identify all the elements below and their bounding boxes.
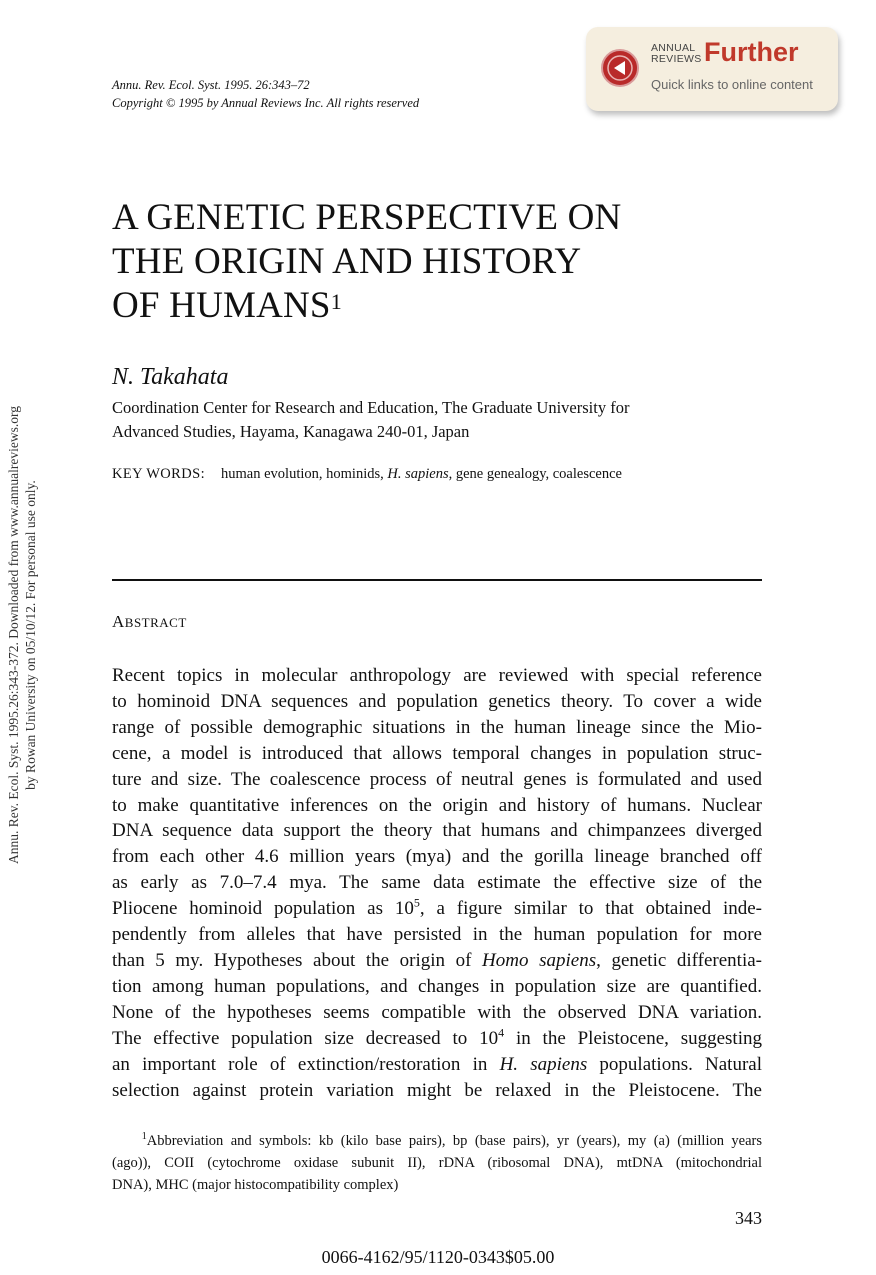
annual-reviews-wordmark bbox=[651, 43, 702, 65]
abstract-line-16-italic: H. sapiens bbox=[499, 1053, 588, 1075]
abstract-body bbox=[112, 663, 762, 1103]
abstract-line-12-italic: Homo sapiens bbox=[482, 949, 597, 971]
play-back-icon bbox=[601, 49, 639, 87]
keywords-italic: H. sapiens bbox=[387, 466, 449, 482]
abstract-line-10-a: Pliocene hominoid population as 10 bbox=[112, 898, 414, 920]
article-title bbox=[112, 196, 621, 328]
abstract-heading-rest: BSTRACT bbox=[124, 615, 187, 630]
abstract-line: Recent topics in molecular anthropology are reviewed with special reference bbox=[112, 665, 762, 686]
abstract-line-10 bbox=[112, 896, 762, 922]
abstract-line-15 bbox=[112, 1026, 762, 1052]
abstract-heading-cap: A bbox=[112, 612, 125, 631]
abstract-line-12-b: , genetic differentia- bbox=[596, 949, 762, 971]
title-footnote-mark[interactable]: 1 bbox=[330, 289, 342, 314]
article-code: 0066-4162/95/1120-0343$05.00 bbox=[321, 1247, 555, 1267]
badge-further-label: Further bbox=[704, 37, 799, 67]
affiliation-line-2: Advanced Studies, Hayama, Kanagawa 240-01, Japan bbox=[112, 422, 470, 441]
title-line-1: A GENETIC PERSPECTIVE ON bbox=[112, 197, 622, 238]
abstract-line-15-a: The effective population size decreased to 10 bbox=[112, 1027, 499, 1049]
footnote-line-1 bbox=[112, 1130, 762, 1152]
abstract-line: to hominoid DNA sequences and population genetics theory. To cover a wide bbox=[112, 690, 762, 712]
abstract-line-12 bbox=[112, 948, 762, 974]
keywords-label: KEY WORDS: bbox=[112, 466, 206, 482]
badge-reviews-label: REVIEWS bbox=[651, 53, 702, 65]
abstract-line-10-b: , a figure similar to that obtained inde- bbox=[419, 898, 762, 920]
footnote bbox=[112, 1130, 762, 1196]
abstract-line: ture and size. The coalescence process of neutral genes is formulated and used bbox=[112, 768, 762, 790]
abstract-line: to make quantitative inferences on the origin and history of humans. Nuclear bbox=[112, 794, 762, 816]
badge-annual-label: ANNUAL bbox=[651, 42, 696, 54]
keywords-part-2: , gene genealogy, coalescence bbox=[448, 466, 622, 482]
footnote-mark: 1 bbox=[141, 1131, 147, 1143]
page-number: 343 bbox=[735, 1208, 762, 1228]
abstract-line: as early as 7.0–7.4 mya. The same data estimate the effective size of the bbox=[112, 872, 762, 894]
abstract-line-16 bbox=[112, 1052, 762, 1078]
abstract-line-10-sup: 5 bbox=[413, 895, 420, 910]
footnote-line-2: (ago)), COII (cytochrome oxidase subunit II), rDNA (ribosomal DNA), mtDNA (mitochondrial bbox=[112, 1155, 762, 1171]
abstract-line-16-b: populations. Natural bbox=[587, 1053, 762, 1075]
badge-subtitle: Quick links to online content bbox=[651, 77, 813, 92]
abstract-line: pendently from alleles that have persisted in the human population for more bbox=[112, 924, 762, 946]
abstract-line-15-b: in the Pleistocene, suggesting bbox=[504, 1027, 762, 1049]
abstract-line: selection against protein variation might be relaxed in the Pleistocene. The bbox=[112, 1079, 762, 1101]
abstract-line-12-a: than 5 my. Hypotheses about the origin of bbox=[112, 949, 483, 971]
abstract-line-16-a: an important role of extinction/restoration in bbox=[112, 1053, 500, 1075]
keywords bbox=[112, 466, 622, 483]
author-affiliation bbox=[112, 396, 629, 444]
section-divider bbox=[112, 579, 762, 581]
journal-citation: Annu. Rev. Ecol. Syst. 1995. 26:343–72 bbox=[112, 78, 310, 92]
abstract-line: tion among human populations, and changes in population size are quantified. bbox=[112, 975, 762, 997]
watermark-line-2: by Rowan University on 05/10/12. For personal use only. bbox=[23, 480, 38, 790]
journal-header bbox=[112, 76, 419, 112]
author-name: N. Takahata bbox=[112, 364, 229, 390]
abstract-line: from each other 4.6 million years (mya) and the gorilla lineage branched off bbox=[112, 846, 762, 868]
abstract-line: range of possible demographic situations in the human lineage since the Mio- bbox=[112, 716, 762, 738]
watermark-line-1: Annu. Rev. Ecol. Syst. 1995.26:343-372. Downloaded from www.annualreviews.org bbox=[6, 405, 21, 865]
download-watermark bbox=[2, 350, 42, 920]
affiliation-line-1: Coordination Center for Research and Education, The Graduate University for bbox=[112, 398, 630, 417]
abstract-line: cene, a model is introduced that allows temporal changes in population struc- bbox=[112, 742, 762, 764]
abstract-line-15-sup: 4 bbox=[498, 1025, 505, 1040]
abstract-line: None of the hypotheses seems compatible with the observed DNA variation. bbox=[112, 1001, 762, 1023]
abstract-heading bbox=[112, 612, 187, 632]
abstract-line: DNA sequence data support the theory that humans and chimpanzees diverged bbox=[112, 820, 762, 842]
footnote-line-3: DNA), MHC (major histocompatibility complex) bbox=[112, 1177, 399, 1193]
footnote-line-1-text: Abbreviation and symbols: kb (kilo base pairs), bp (base pairs), yr (years), my (a) (million years bbox=[146, 1133, 763, 1149]
title-line-2: THE ORIGIN AND HISTORY bbox=[112, 241, 582, 282]
title-line-3: OF HUMANS bbox=[112, 285, 331, 326]
keywords-part-1: human evolution, hominids, bbox=[221, 466, 388, 482]
further-links-badge[interactable] bbox=[586, 27, 838, 111]
journal-copyright: Copyright © 1995 by Annual Reviews Inc. All rights reserved bbox=[112, 96, 420, 110]
